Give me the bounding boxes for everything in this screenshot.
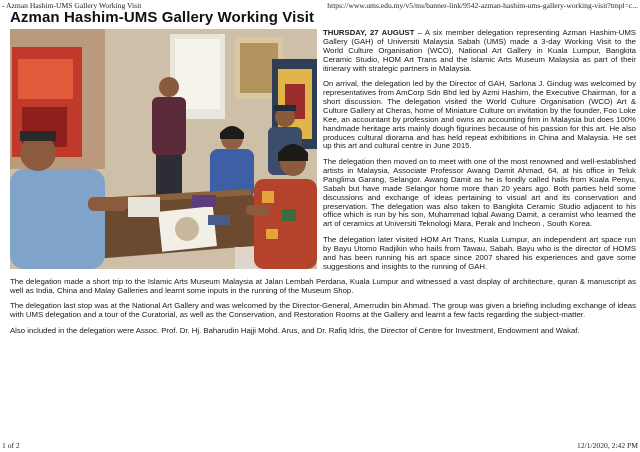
article-paragraph-2: On arrival, the delegation led by the Director of GAH, Sarlona J. Gindug was welcomed by representatives from AmCorp Sdn Bhd led by Azmi Hashim, the Executive Chairman, for a short discussion. The delegation visited the World Culture Organisation (WCO) Art & Culture Gallery at Cheras, home of Miniature Culture on invitation by the founder, Foo Loke Kee, an accountant by profession and owns an accounting firm in Malaysia but does 100% handmade heritage arts mainly dough figurines because of his passion for this art. He also produces cultural diorama and has held repeat exhibitions in China and Malaysia. He set up this art and cultural centre in June 2015. (323, 79, 636, 151)
article-dateline: THURSDAY, 27 AUGUST (323, 28, 415, 37)
article-paragraph-6: The delegation last stop was at the National Art Gallery and was welcomed by the Director-General, Amerrudin bin Ahmad. The group was given a briefing including exchange of ideas with UMS delegation and a tour of the Curatorial, as well as the Conservation, and Restoration Rooms at the Gallery and learnt a few facts regarding the subject-matter. (10, 301, 636, 320)
article-photo (10, 29, 317, 269)
gallery-visit-photo (10, 29, 317, 269)
print-footer (2, 441, 638, 451)
article-title: Azman Hashim-UMS Gallery Working Visit (10, 9, 315, 26)
article-body (10, 29, 636, 342)
print-tab-title: - Azman Hashim-UMS Gallery Working Visit (2, 1, 142, 10)
print-url: https://www.ums.edu.my/v5/ms/banner-link/9542-azman-hashim-ums-gallery-working-visit?tmpl=c... (327, 1, 638, 10)
print-datetime: 12/1/2020, 2:42 PM (577, 441, 638, 450)
article-paragraph-7: Also included in the delegation were Assoc. Prof. Dr. Hj. Baharudin Hajji Mohd. Arus, and Dr. Rafiq Idris, the Director of Centre for Investment, Endowment and Wakaf. (10, 325, 580, 335)
article-paragraph-3: The delegation then moved on to meet with one of the most renowned and well-established artists in Malaysia, Associate Professor Awang Damit Ahmad, 64, at his office in Teluk Panglima Garang, Selangor. Awang Damit as he is fondly called hails from Kuala Penyu, Sabah but have made Selangor home more than 20 years ago. Both parties held some discussions and exchange of ideas pertaining to visual art and its conservation and preservation. The delegation was also taken to Bangkita Ceramic Studio adjacent to his office which is run by his son, Muhammad Iqbal Awang Damit, a ceramist who learned the art of ceramics at Universiti Teknologi Mara, Perak and Incheon , South Korea. (323, 156, 636, 229)
article-paragraph-4: The delegation later visited HOM Art Trans, Kuala Lumpur, an independent art space run by Bayu Utomo Radjikin who hails from Tawau, Sabah. Bayu who is the director of HOMS and has been running his art space since 2007 shared his experiences and gave some suggestions and insights to the running of GAH. (323, 234, 636, 271)
page-number: 1 of 2 (2, 441, 20, 450)
article-paragraph-5: The delegation made a short trip to the Islamic Arts Museum Malaysia at Jalan Lembah Perdana, Kuala Lumpur and witnessed a vast display of architecture, quran & manuscript as well as India, China and Malay Galleries and learnt some inputs in the running of the Museum Shop. (10, 277, 636, 295)
article-lead-text: – A six member delegation representing Azman Hashim-UMS Gallery (GAH) of Universiti Malaysia Sabah (UMS) made a 3-day Working Visit to the World Culture Organisation (WCO), National Art Gallery in Kuala Lumpur, Bangkita Ceramic Studio, HOM Art Trans and the Islamic Arts Museum Malaysia as part of their itinerary with strategic partners in Malaysia. (323, 28, 636, 73)
